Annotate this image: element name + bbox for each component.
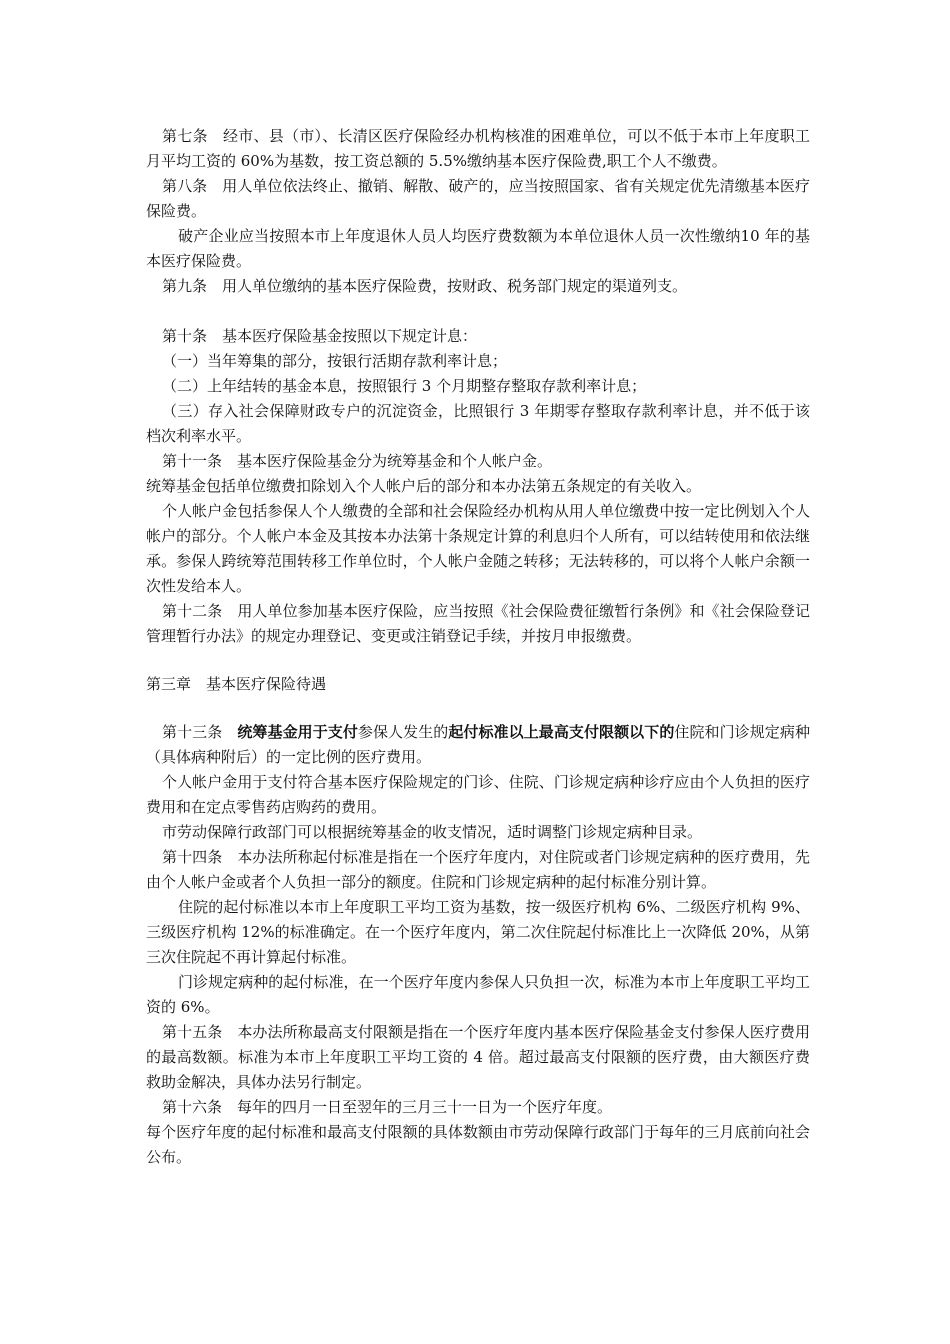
article-15: 第十五条 本办法所称最高支付限额是指在一个医疗年度内基本医疗保险基金支付参保人医疗费用的最高数额。标准为本市上年度职工平均工资的 4 倍。超过最高支付限额的医疗费，由大额医疗费救助金解决，具体办法另行制定。 — [146, 1023, 810, 1091]
article-14-paragraph-3: 门诊规定病种的起付标准，在一个医疗年度内参保人只负担一次，标准为本市上年度职工平均工资的 6%。 — [146, 973, 810, 1016]
article-13-paragraph-2: 个人帐户金用于支付符合基本医疗保险规定的门诊、住院、门诊规定病种诊疗应由个人负担的医疗费用和在定点零售药店购药的费用。 — [146, 773, 810, 816]
article-9: 第九条 用人单位缴纳的基本医疗保险费，按财政、税务部门规定的渠道列支。 — [162, 277, 688, 295]
article-13-emphasis-1: 统筹基金用于支付 — [237, 723, 358, 741]
spacer — [146, 649, 810, 672]
article-11-paragraph-3: 个人帐户金包括参保人个人缴费的全部和社会保险经办机构从用人单位缴费中按一定比例划入个人帐户的部分。个人帐户本金及其按本办法第十条规定计算的利息归个人所有，可以结转使用和依法继承。参保人跨统筹范围转移工作单位时，个人帐户金随之转移；无法转移的，可以将个人帐户余额一次性发给本人。 — [146, 502, 810, 595]
article-13-text-2: 住院和门诊规定病种（具体病种附后）的一定比例的医疗费用。 — [146, 723, 810, 766]
article-10: 第十条 基本医疗保险基金按照以下规定计息： — [162, 327, 478, 345]
article-16-paragraph-2: 每个医疗年度的起付标准和最高支付限额的具体数额由市劳动保障行政部门于每年的三月底前向社会公布。 — [146, 1123, 810, 1166]
article-8: 第八条 用人单位依法终止、撤销、解散、破产的，应当按照国家、省有关规定优先清缴基本医疗保险费。 — [146, 177, 810, 220]
article-14-paragraph-2: 住院的起付标准以本市上年度职工平均工资为基数，按一级医疗机构 6%、二级医疗机构 9%、三级医疗机构 12%的标准确定。在一个医疗年度内，第二次住院起付标准比上一次降低 20%，从第三次住院起不再计算起付标准。 — [146, 898, 810, 966]
article-10-item-2: （二）上年结转的基金本息，按照银行 3 个月期整存整取存款利率计息； — [162, 377, 647, 395]
article-11: 第十一条 基本医疗保险基金分为统筹基金和个人帐户金。 — [162, 452, 553, 470]
spacer — [146, 299, 810, 324]
chapter-heading: 第三章 基本医疗保险待遇 — [146, 675, 327, 693]
article-13-paragraph-3: 市劳动保障行政部门可以根据统筹基金的收支情况，适时调整门诊规定病种目录。 — [162, 823, 703, 841]
article-12: 第十二条 用人单位参加基本医疗保险，应当按照《社会保险费征缴暂行条例》和《社会保险登记管理暂行办法》的规定办理登记、变更或注销登记手续，并按月申报缴费。 — [146, 602, 810, 645]
article-10-item-1: （一）当年筹集的部分，按银行活期存款利率计息； — [162, 352, 508, 370]
article-10-item-3: （三）存入社会保障财政专户的沉淀资金，比照银行 3 年期零存整取存款利率计息，并不低于该档次利率水平。 — [146, 402, 810, 445]
article-8-paragraph-2: 破产企业应当按照本市上年度退休人员人均医疗费数额为本单位退休人员一次性缴纳10 年的基本医疗保险费。 — [146, 227, 810, 270]
article-13-text-1: 参保人发生的 — [357, 723, 449, 741]
article-13 — [146, 720, 810, 770]
spacer — [146, 697, 810, 720]
article-16: 第十六条 每年的四月一日至翌年的三月三十一日为一个医疗年度。 — [162, 1098, 613, 1116]
article-14: 第十四条 本办法所称起付标准是指在一个医疗年度内，对住院或者门诊规定病种的医疗费用，先由个人帐户金或者个人负担一部分的额度。住院和门诊规定病种的起付标准分别计算。 — [146, 848, 810, 891]
article-7: 第七条 经市、县（市）、长清区医疗保险经办机构核准的困难单位，可以不低于本市上年度职工月平均工资的 60%为基数，按工资总额的 5.5%缴纳基本医疗保险费,职工个人不缴费。 — [146, 127, 810, 170]
article-11-paragraph-2: 统筹基金包括单位缴费扣除划入个人帐户后的部分和本办法第五条规定的有关收入。 — [146, 477, 702, 495]
document-body — [146, 124, 810, 1170]
article-13-emphasis-2: 起付标准以上最高支付限额以下的 — [448, 723, 675, 741]
article-13-label: 第十三条 — [162, 723, 238, 741]
